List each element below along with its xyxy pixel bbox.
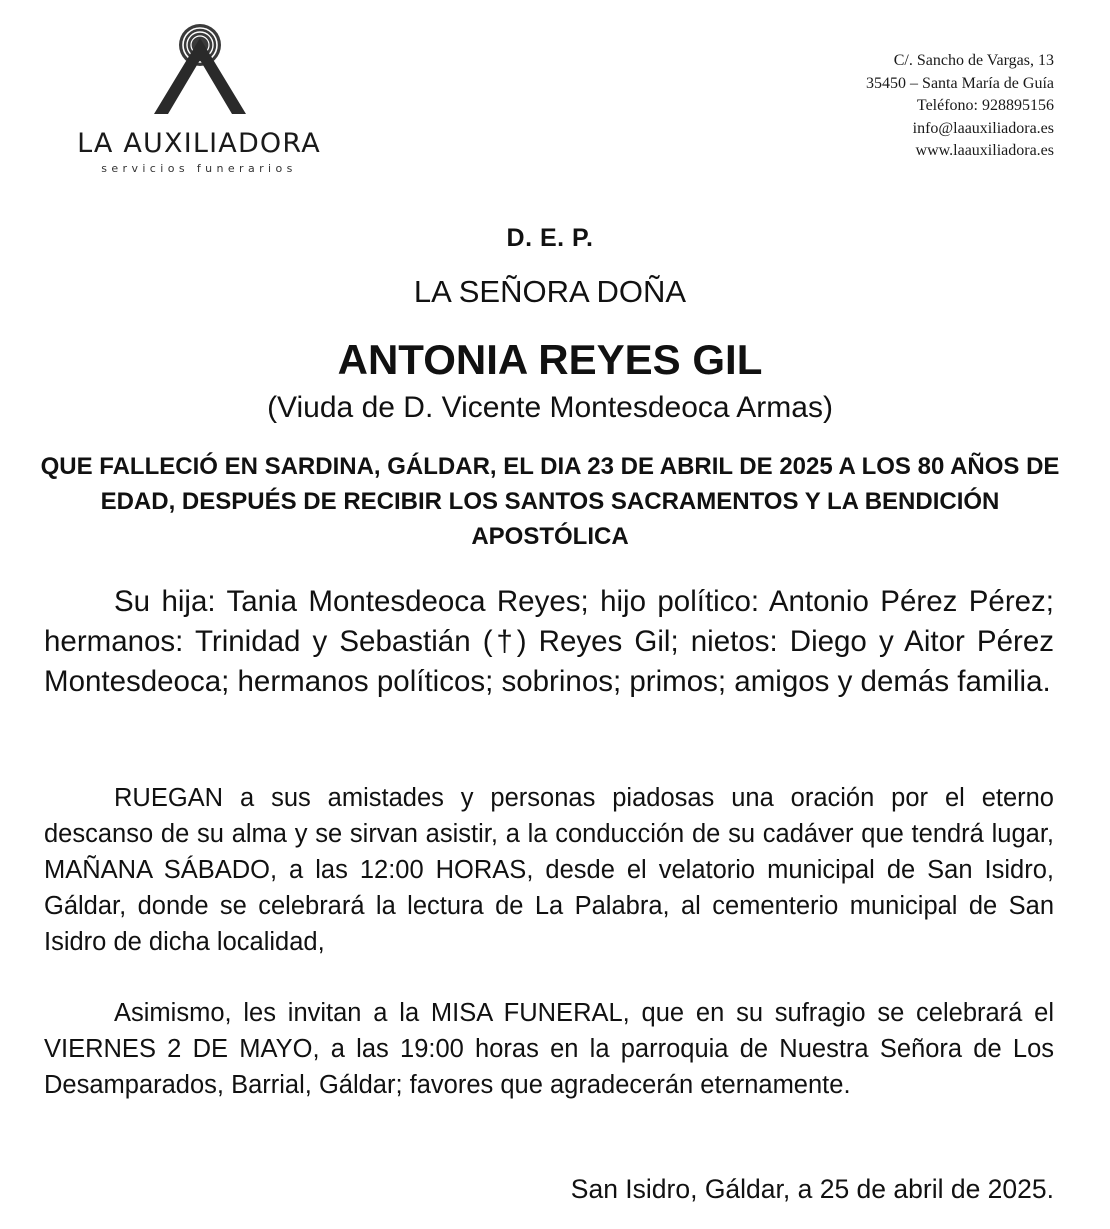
- company-tagline: servicios funerarios: [101, 162, 297, 175]
- family-paragraph: Su hija: Tania Montesdeoca Reyes; hijo político: Antonio Pérez Pérez; hermanos: Trinidad y Sebastián (†) Reyes Gil; nietos: Diego y Aitor Pérez Montesdeoca; hermanos políticos; sobrinos; primos; amigos y demás familia.: [44, 585, 1054, 698]
- signoff: San Isidro, Gáldar, a 25 de abril de 2025.: [570, 1174, 1054, 1204]
- contact-website: www.laauxiliadora.es: [915, 142, 1054, 159]
- company-logo: [38, 22, 368, 182]
- contact-block: [866, 50, 1054, 163]
- widow-of: (Viuda de D. Vicente Montesdeoca Armas): [267, 391, 833, 424]
- contact-email: info@laauxiliadora.es: [912, 119, 1054, 137]
- company-name: LA AUXILIADORA: [77, 128, 321, 159]
- contact-city: 35450 – Santa María de Guía: [866, 74, 1054, 92]
- contact-phone: Teléfono: 928895156: [916, 97, 1054, 114]
- funeral-home-logo-icon: [150, 22, 250, 117]
- mass-paragraph: Asimismo, les invitan a la MISA FUNERAL, que en su sufragio se celebrará el VIERNES 2 DE MAYO, a las 19:00 horas en la parroquia de Nuestra Señora de Los Desamparados, Barrial, Gáldar; favores que agradecerán eternamente.: [44, 999, 1054, 1099]
- death-details: QUE FALLECIÓ EN SARDINA, GÁLDAR, EL DIA 23 DE ABRIL DE 2025 A LOS 80 AÑOS DE EDAD, DESPUÉS DE RECIBIR LOS SANTOS SACRAMENTOS Y LA BENDICIÓN APOSTÓLICA: [40, 453, 1060, 550]
- dep-heading: D. E. P.: [506, 224, 594, 252]
- request-paragraph: RUEGAN a sus amistades y personas piadosas una oración por el eterno descanso de su alma y se sirvan asistir, a la conducción de su cadáver que tendrá lugar, MAÑANA SÁBADO, a las 12:00 HORAS, desde el velatorio municipal de San Isidro, Gáldar, donde se celebrará la lectura de La Palabra, al cementerio municipal de San Isidro de dicha localidad,: [44, 784, 1054, 956]
- honorific: LA SEÑORA DOÑA: [413, 274, 687, 309]
- contact-address: C/. Sancho de Vargas, 13: [893, 52, 1054, 69]
- deceased-name: ANTONIA REYES GIL: [337, 336, 763, 383]
